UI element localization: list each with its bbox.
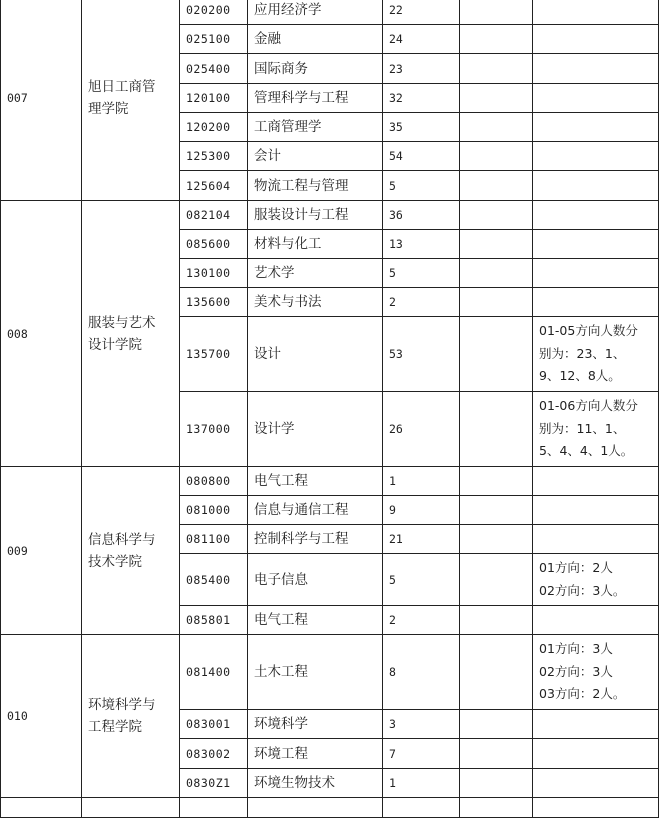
college-name-line: 旭日工商管 [88,78,156,95]
major-name-cell [248,467,383,496]
enrollment-count: 24 [389,32,403,46]
blank-cell [1,798,82,818]
enrollment-count: 7 [389,746,396,761]
blank-cell [460,84,533,113]
enrollment-count: 1 [389,474,396,488]
major-code-cell [180,142,248,171]
major-name: 金融 [254,31,281,47]
note-line: 01方向：3人 [539,641,613,657]
college-name-cell [82,201,180,467]
major-name-cell [248,769,383,798]
blank-cell [460,25,533,54]
major-code-cell [180,496,248,525]
major-name: 环境科学 [254,716,308,732]
table-row [1,635,659,710]
enrollment-count-cell [383,113,460,142]
note-cell [533,230,659,259]
major-name: 管理科学与工程 [254,90,349,106]
blank-cell [460,606,533,635]
major-name-cell [248,606,383,635]
major-code: 025100 [186,32,231,46]
major-name-cell [248,635,383,710]
blank-cell [460,54,533,84]
note-cell [533,54,659,84]
enrollment-count-cell [383,525,460,554]
major-name: 应用经济学 [254,1,322,18]
enrollment-count-cell [383,25,460,54]
note-cell [533,467,659,496]
note-line: 01-05方向人数分 [539,323,638,339]
blank-cell [460,769,533,798]
major-name-cell [248,230,383,259]
major-name: 艺术学 [254,265,295,281]
major-name-cell [248,710,383,739]
major-name-cell [248,0,383,25]
enrollment-count-cell [383,54,460,84]
major-code-cell [180,635,248,710]
major-code: 082104 [186,208,231,222]
note-cell [533,25,659,54]
note-cell [533,392,659,467]
enrollment-count: 5 [389,572,396,587]
major-code: 0830Z1 [186,776,231,790]
blank-cell [82,798,180,818]
major-name: 美术与书法 [254,294,322,310]
major-code: 135700 [186,347,231,361]
major-code: 081000 [186,503,231,517]
major-name-cell [248,525,383,554]
major-code-cell [180,259,248,288]
blank-cell [460,0,533,25]
enrollment-count: 23 [389,61,403,76]
enrollment-count-cell [383,201,460,230]
college-code: 009 [7,543,28,558]
major-name: 物流工程与管理 [254,177,349,194]
enrollment-count-cell [383,392,460,467]
note-cell [533,496,659,525]
table-row [1,798,659,818]
note-cell [533,142,659,171]
major-code-cell [180,467,248,496]
enrollment-count: 36 [389,208,403,222]
note-cell [533,554,659,606]
major-code: 081100 [186,532,231,546]
enrollment-count: 32 [389,91,403,105]
major-name-cell [248,288,383,317]
blank-cell [460,113,533,142]
major-name: 会计 [254,148,281,164]
major-name: 国际商务 [254,60,308,77]
major-code: 125604 [186,178,231,193]
blank-cell [460,635,533,710]
note-cell [533,0,659,25]
college-code-cell [1,0,82,201]
note-line: 01-06方向人数分 [539,398,638,414]
enrollment-count: 54 [389,149,403,163]
major-name-cell [248,113,383,142]
college-code-cell [1,201,82,467]
major-name-cell [248,84,383,113]
note-cell [533,769,659,798]
college-name-line: 服装与艺术 [88,314,156,331]
major-name: 设计 [254,346,281,362]
major-code: 025400 [186,61,231,76]
major-code: 130100 [186,266,231,280]
enrollment-count: 8 [389,665,396,679]
enrollment-count-cell [383,0,460,25]
note-cell [533,710,659,739]
college-code-cell [1,635,82,798]
major-name: 材料与化工 [254,236,322,252]
enrollment-count-cell [383,171,460,201]
enrollment-count: 3 [389,717,396,731]
college-code: 007 [7,90,28,105]
major-name: 环境工程 [254,745,308,762]
note-cell [533,288,659,317]
major-name: 服装设计与工程 [254,207,349,223]
enrollment-count-cell [383,259,460,288]
major-name: 电气工程 [254,473,308,489]
major-code-cell [180,554,248,606]
major-code-cell [180,201,248,230]
enrollment-count: 26 [389,422,403,436]
major-code: 085801 [186,613,231,627]
major-code-cell [180,113,248,142]
major-name-cell [248,142,383,171]
note-cell [533,171,659,201]
enrollment-count-cell [383,710,460,739]
enrollment-count-cell [383,739,460,769]
note-cell [533,606,659,635]
major-code: 085600 [186,237,231,251]
major-code: 137000 [186,422,231,436]
major-code-cell [180,392,248,467]
major-name: 信息与通信工程 [254,502,349,518]
enrollment-count: 2 [389,295,396,309]
major-code: 080800 [186,474,231,488]
table-row [1,0,659,25]
major-name: 控制科学与工程 [254,531,349,547]
major-code-cell [180,288,248,317]
major-code-cell [180,769,248,798]
enrollment-count: 2 [389,613,396,627]
enrollment-count-cell [383,769,460,798]
note-line: 别为：11、1、 [539,420,626,436]
note-line: 5、4、4、1人。 [539,443,634,459]
major-name: 环境生物技术 [254,775,335,791]
enrollment-count-cell [383,606,460,635]
blank-cell [460,392,533,467]
blank-cell [460,739,533,769]
enrollment-count: 1 [389,776,396,790]
major-code: 083001 [186,717,231,731]
blank-cell [180,798,248,818]
note-line: 03方向：2人。 [539,686,626,702]
major-code-cell [180,525,248,554]
major-name: 土木工程 [254,664,308,680]
major-code: 125300 [186,149,231,163]
enrollment-count-cell [383,554,460,606]
college-name-line: 设计学院 [88,336,142,353]
college-name-line: 技术学院 [88,553,142,570]
enrollment-count-cell [383,635,460,710]
major-code: 135600 [186,295,231,309]
major-code-cell [180,606,248,635]
college-name-line: 理学院 [88,100,129,117]
major-name-cell [248,392,383,467]
college-name-line: 环境科学与 [88,697,156,713]
major-code-cell [180,25,248,54]
major-name-cell [248,54,383,84]
enrollment-count: 53 [389,347,403,361]
blank-cell [460,467,533,496]
major-code-cell [180,54,248,84]
major-code-cell [180,171,248,201]
major-name: 设计学 [254,421,295,437]
note-line: 9、12、8人。 [539,368,621,384]
major-code: 085400 [186,572,231,587]
note-line: 02方向：3人。 [539,582,626,598]
note-cell [533,739,659,769]
note-cell [533,84,659,113]
college-name-cell [82,635,180,798]
college-name-cell [82,0,180,201]
major-code: 120200 [186,120,231,134]
blank-cell [460,142,533,171]
major-name-cell [248,201,383,230]
blank-cell [460,710,533,739]
note-line: 02方向：3人 [539,663,613,679]
enrollment-count-cell [383,230,460,259]
note-line: 01方向：2人 [539,560,613,575]
note-line: 别为：23、1、 [539,345,626,361]
major-name-cell [248,739,383,769]
blank-cell [248,798,383,818]
blank-cell [460,230,533,259]
enrollment-count-cell [383,288,460,317]
note-cell [533,201,659,230]
college-name-line: 信息科学与 [88,531,156,548]
enrollment-count: 9 [389,503,396,517]
enrollment-count: 21 [389,532,403,546]
table-row [1,467,659,496]
enrollment-count: 22 [389,2,403,17]
college-code-cell [1,467,82,635]
enrollment-count: 5 [389,266,396,280]
blank-cell [533,798,659,818]
major-code: 120100 [186,91,231,105]
major-code-cell [180,317,248,392]
major-name: 电气工程 [254,612,308,628]
college-code: 008 [7,326,28,341]
major-code-cell [180,0,248,25]
major-name-cell [248,171,383,201]
major-code: 081400 [186,665,231,679]
major-name-cell [248,25,383,54]
major-name-cell [248,554,383,606]
blank-cell [460,171,533,201]
enrollment-count-cell [383,317,460,392]
college-name-line: 工程学院 [88,719,142,735]
major-name: 电子信息 [254,571,308,588]
blank-cell [460,798,533,818]
note-cell [533,113,659,142]
major-name-cell [248,259,383,288]
enrollment-count: 13 [389,237,403,251]
blank-cell [460,496,533,525]
major-code-cell [180,230,248,259]
blank-cell [460,201,533,230]
blank-cell [460,554,533,606]
enrollment-count-cell [383,84,460,113]
major-code: 020200 [186,2,231,17]
blank-cell [460,288,533,317]
blank-cell [460,525,533,554]
enrollment-count: 35 [389,120,403,134]
major-code: 083002 [186,746,231,761]
enrollment-count-cell [383,142,460,171]
blank-cell [460,317,533,392]
note-cell [533,259,659,288]
major-code-cell [180,739,248,769]
enrollment-count: 5 [389,178,396,193]
table-body [1,0,659,818]
major-name: 工商管理学 [254,119,322,135]
major-name-cell [248,496,383,525]
major-code-cell [180,710,248,739]
enrollment-count-cell [383,467,460,496]
college-code: 010 [7,709,28,723]
note-cell [533,317,659,392]
note-cell [533,635,659,710]
major-code-cell [180,84,248,113]
blank-cell [460,259,533,288]
table-row [1,201,659,230]
blank-cell [383,798,460,818]
college-name-cell [82,467,180,635]
enrollment-count-cell [383,496,460,525]
note-cell [533,525,659,554]
major-name-cell [248,317,383,392]
